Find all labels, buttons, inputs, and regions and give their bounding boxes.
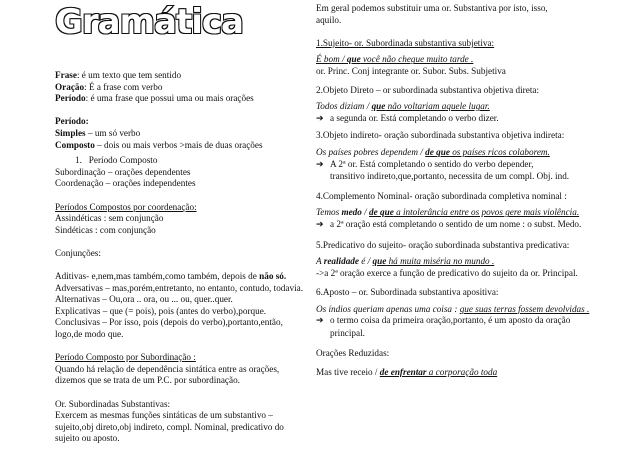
arrow-right-icon: ➔ [316, 113, 324, 124]
s6-note: ➔ o termo coisa da primeira oração,portanto, é um aposto da oração principal. [316, 315, 571, 339]
arrow-right-icon: ➔ [316, 316, 324, 327]
page-title: Gramática [55, 2, 243, 42]
s6-example: Os índios queriam apenas uma coisa : que suas terras fossem devolvidas . [316, 303, 590, 314]
s3-heading: 3.Objeto indireto- oração subordinada substantiva objetiva indireta: [316, 130, 565, 141]
or-sub-line-2: sujeito,obj direto,obj indireto, compl. Nominal, predicativo do [55, 421, 284, 432]
s5-note: ->a 2ª oração exerce a função de predicativo do sujeito da or. Principal. [316, 267, 578, 278]
arrow-right-icon: ➔ [316, 219, 324, 230]
logo-line: logo,de modo que. [55, 329, 124, 340]
explicativas-line: Explicativas – que (= pois), pois (antes do verbo),porque. [55, 305, 267, 316]
subord-line-1: Quando há relação de dependência sintática entre as orações, [55, 363, 280, 374]
assindeticas-line: Assindéticas : sem conjunção [55, 213, 164, 224]
s4-heading: 4.Complemento Nominal- oração subordinada completiva nominal : [316, 190, 567, 201]
periodo-line: Período: é uma frase que possui uma ou mais orações [55, 93, 254, 104]
coord-heading: Períodos Compostos por coordenação: [55, 201, 197, 212]
or-sub-line-3: sujeito ou aposto. [55, 433, 120, 444]
or-sub-heading: Or. Subordinadas Substantivas: [55, 398, 171, 409]
s5-heading: 5.Predicativo do sujeito- oração subordinada substantiva predicativa: [316, 239, 570, 250]
s2-example: Todos diziam / que não voltariam aquele lugar. [316, 101, 490, 112]
s4-example: Temos medo / de que a intolerância entre os povos gere mais violência. [316, 207, 580, 218]
s5-example: A realidade é / que há muita miséria no mundo . [316, 256, 495, 267]
subord-line-2: dizemos que se trata de um P.C. por subordinação. [55, 375, 240, 386]
frase-line: Frase: é um texto que tem sentido [55, 70, 182, 80]
oracao-line: Oração: É a frase com verbo [55, 81, 163, 92]
sindeticas-line: Sindéticas : com conjunção [55, 224, 156, 235]
periodo-heading: Período: [55, 116, 89, 127]
reduzidas-heading: Orações Reduzidas: [316, 347, 390, 358]
s4-note: ➔ a 2ª oração está completando o sentido de um nome : o subst. Medo. [316, 218, 582, 230]
s3-note: ➔ A 2ª or. Está completando o sentido do verbo depender, transitivo indireto,que,portanto, necessita de um compl. Obj. ind. [316, 158, 570, 182]
s2-note: ➔ a segunda or. Está completando o verbo dizer. [316, 112, 499, 124]
conjuncoes-heading: Conjunções: [55, 247, 101, 258]
alternativas-line: Alternativas – Ou,ora .. ora, ou ... ou, quer..quer. [55, 294, 233, 305]
intro-line-1: Em geral podemos substituir uma or. Substantiva por isto, isso, [316, 3, 548, 13]
arrow-right-icon: ➔ [316, 159, 324, 170]
conclusivas-line: Conclusivas – Por isso, pois (depois do verbo),portanto,então, [55, 317, 283, 328]
s3-example: Os países pobres dependem / de que os países ricos colaborem. [316, 146, 550, 157]
s1-example: É bom / que você não chegue muito tarde . [316, 54, 474, 65]
aditivas-line: Aditivas- e,nem,mas também,como também, depois de não só. [55, 271, 287, 282]
composto-line: Composto – dois ou mais verbos >mais de duas orações [55, 139, 263, 150]
reduzidas-example: Mas tive receio / de enfrentar a corporação toda [316, 367, 498, 378]
list-item: 1. Período Composto [75, 155, 158, 166]
s6-heading: 6.Aposto – or. Subordinada substantiva apositiva: [316, 287, 499, 298]
simples-line: Simples – um só verbo [55, 127, 141, 138]
left-column [55, 0, 325, 445]
coordenacao-line: Coordenação – orações independentes [55, 178, 196, 189]
or-sub-line-1: Exercem as mesmas funções sintáticas de um substantivo – [55, 410, 273, 421]
s1-heading: 1.Sujeito- or. Subordinada substantiva subjetiva: [316, 37, 495, 48]
s2-heading: 2.Objeto Direto – or subordinada substantiva objetiva direta: [316, 84, 539, 95]
subordinacao-line: Subordinação – orações dependentes [55, 166, 191, 177]
adversativas-line: Adversativas – mas,porém,entretanto, no entanto, contudo, todavia. [55, 282, 303, 293]
s1-analysis: or. Princ. Conj integrante or. Subor. Subs. Subjetiva [316, 65, 506, 76]
intro-line-2: aquilo. [316, 14, 342, 25]
subord-heading: Período Composto por Subordinação : [55, 352, 196, 363]
right-column [316, 0, 616, 379]
